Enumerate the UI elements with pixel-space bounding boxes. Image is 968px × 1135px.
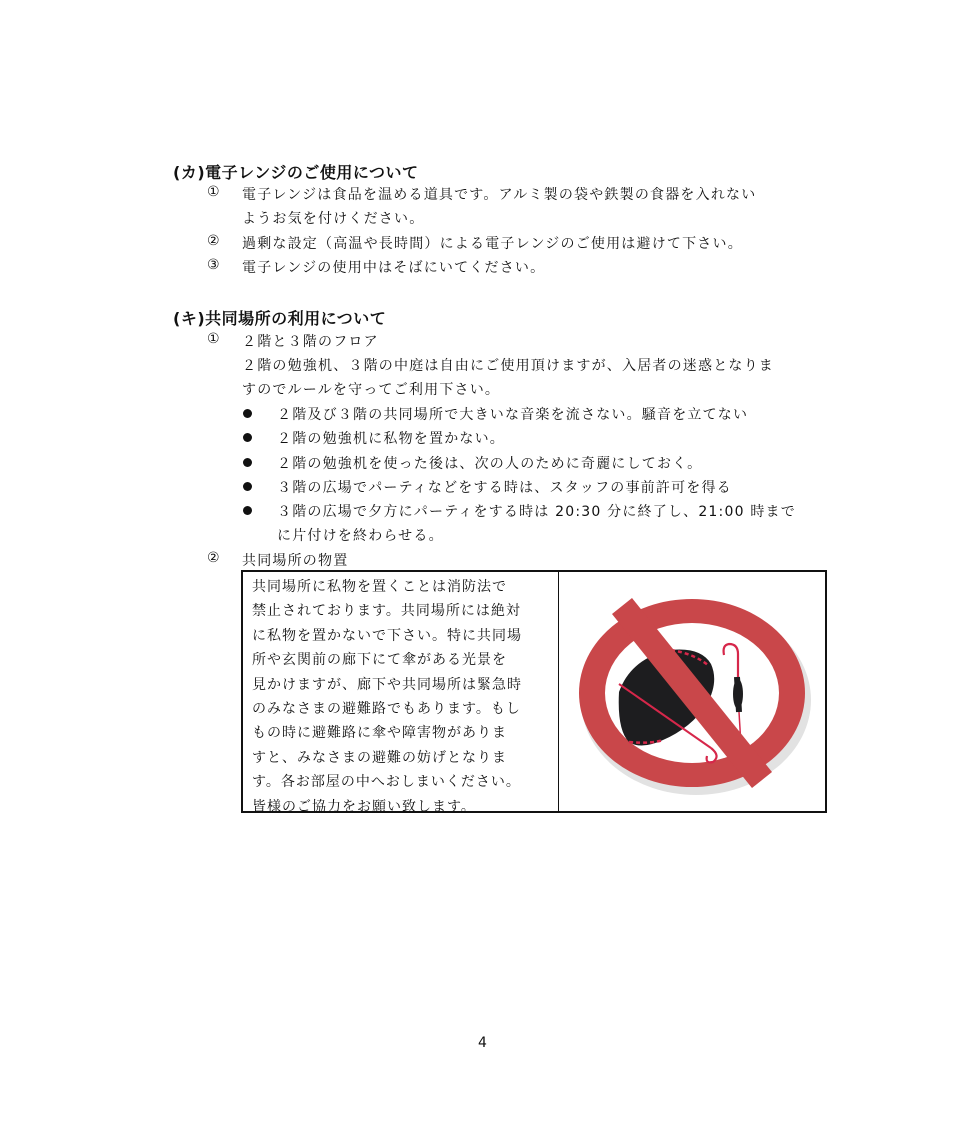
notice-line: 見かけますが、廊下や共同場所は緊急時 [252,676,522,693]
bullet-dot [243,409,252,418]
item-text-line: すのでルールを守ってご利用下さい。 [242,382,501,398]
item-marker: ② [207,233,220,249]
bullet-text: ２階の勉強机を使った後は、次の人のために奇麗にしておく。 [277,456,703,472]
notice-table [241,570,827,813]
item-text-line: 過剰な設定（高温や長時間）による電子レンジのご使用は避けて下さい。 [242,236,743,252]
bullet-text-continued: に片付けを終わらせる。 [277,528,444,544]
bullet-dot [243,506,252,515]
notice-line: 所や玄関前の廊下にて傘がある光景を [252,652,507,669]
no-umbrella-prohibition-icon [559,572,825,811]
bullet-text: ３階の広場で夕方にパーティをする時は 20:30 分に終了し、21:00 時まで [277,504,796,520]
notice-line: す。各お部屋の中へおしまいください。 [252,774,521,791]
no-umbrella-sign-cell [559,572,825,811]
item-text-line: 電子レンジは食品を温める道具です。アルミ製の袋や鉄製の食器を入れない [242,187,757,203]
item-marker: ② [207,550,220,566]
bullet-text: ３階の広場でパーティなどをする時は、スタッフの事前許可を得る [277,480,732,496]
bullet-text: ２階及び３階の共同場所で大きいな音楽を流さない。騒音を立てない [277,407,749,423]
item-title: ２階と３階のフロア [242,334,379,350]
page-number: 4 [478,1035,487,1051]
notice-text-cell [243,572,559,815]
item-text-line: 電子レンジの使用中はそばにいてください。 [242,260,546,276]
item-text-line: ２階の勉強机、３階の中庭は自由にご使用頂けますが、入居者の迷惑となりま [242,358,774,374]
bullet-text: ２階の勉強机に私物を置かない。 [277,431,505,447]
item-marker: ① [207,184,220,200]
notice-line: のみなさまの避難路でもあります。もし [252,701,521,718]
bullet-dot [243,458,252,467]
item-text-line: ようお気を付けください。 [242,211,425,227]
section-heading-microwave: (カ)電子レンジのご使用について [173,163,419,182]
notice-line: 禁止されております。共同場所には絶対 [252,603,521,620]
notice-line: 共同場所に私物を置くことは消防法で [252,579,507,595]
notice-line: もの時に避難路に傘や障害物がありま [252,725,507,742]
bullet-dot [243,482,252,491]
bullet-dot [243,433,252,442]
item-marker: ③ [207,257,220,273]
notice-line: 皆様のご協力をお願い致します。 [252,798,476,815]
notice-line: すと、みなさまの避難の妨げとなりま [252,749,507,766]
notice-line: に私物を置かないで下さい。特に共同場 [252,627,522,644]
section-heading-shared-space: (キ)共同場所の利用について [173,309,387,328]
item-marker: ① [207,331,220,347]
item-title: 共同場所の物置 [242,553,349,569]
